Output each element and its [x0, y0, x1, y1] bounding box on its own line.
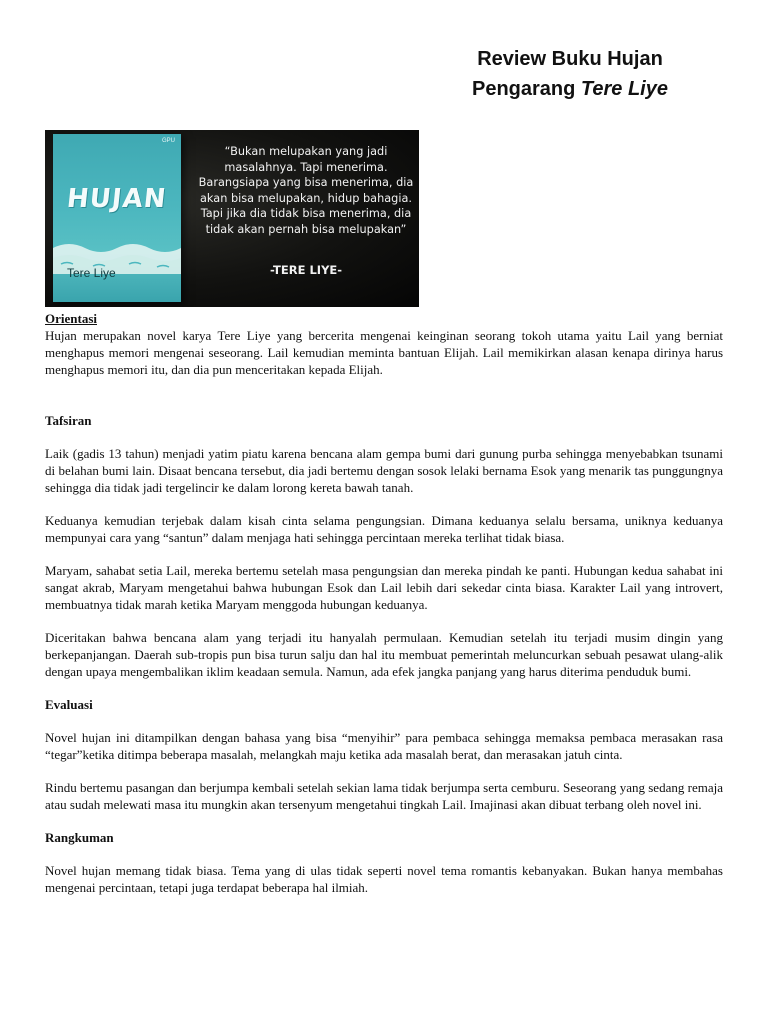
title-line-2	[400, 74, 740, 104]
paragraph-evaluasi-2: Rindu bertemu pasangan dan berjumpa kembali setelah sekian lama tidak berjumpa serta cemburu. Seseorang yang sedang remaja atau sudah melewati masa itu mungkin akan tersenyum mengetahui tingkah Lail. Imajinasi akan dibuat terbang oleh novel ini.	[45, 780, 723, 812]
paragraph-evaluasi-1: Novel hujan ini ditampilkan dengan bahasa yang bisa “menyihir” para pembaca sehingga memaksa pembaca merasakan rasa “tegar”ketika ditimpa beberapa masalah, melangkah maju ketika ada masalah berat, dan merasakan jatuh cinta.	[45, 730, 723, 762]
paragraph-tafsiran-2: Keduanya kemudian terjebak dalam kisah cinta selama pengungsian. Dimana keduanya selalu bersama, uniknya keduanya mempunyai cara yang “santun” dalam menjaga hati sehingga percintaan mereka terlihat tidak biasa.	[45, 513, 723, 545]
book-publisher-logo: GPU	[161, 138, 175, 144]
heading-evaluasi: Evaluasi	[45, 697, 93, 712]
book-cover	[53, 134, 181, 302]
quote-author: -TERE LIYE-	[269, 263, 343, 277]
title-author: Tere Liye	[580, 78, 668, 100]
book-quote-banner	[45, 130, 419, 307]
document-title	[400, 44, 740, 104]
review-body	[45, 310, 723, 896]
heading-orientasi: Orientasi	[45, 311, 97, 326]
book-cover-title: HUJAN	[65, 184, 169, 214]
title-line-1: Review Buku Hujan	[477, 48, 663, 70]
paragraph-tafsiran-1: Laik (gadis 13 tahun) menjadi yatim piatu karena bencana alam gempa bumi dari gunung purba sehingga menyebabkan tsunami di belahan bumi lain. Disaat bencana tersebut, dia jadi bertemu dengan sosok lelaki bernama Esok yang menarik tas punggungnya sehingga dia tidak jadi tergelincir ke dalam lorong kereta bawah tanah.	[45, 446, 723, 495]
heading-rangkuman: Rangkuman	[45, 830, 114, 845]
paragraph-tafsiran-4: Diceritakan bahwa bencana alam yang terjadi itu hanyalah permulaan. Kemudian setelah itu terjadi musim dingin yang berkepanjangan. Daerah sub-tropis pun bisa turun salju dan hal itu membuat pemerintah meluncurkan sebuah pesawat ulang-alik dengan upaya mengembalikan iklim keadaan semula. Namun, ada efek jangka panjang yang harus diterima penduduk bumi.	[45, 630, 723, 679]
title-prefix: Pengarang	[471, 78, 581, 100]
book-cover-author: Tere Liye	[67, 266, 116, 280]
paragraph-orientasi-1: Hujan merupakan novel karya Tere Liye yang bercerita mengenai keinginan seorang tokoh utama yaitu Lail yang berniat menghapus memori mengenai seseorang. Lail kemudian meminta bantuan Elijah. Lail memikirkan alasan kenapa dirinya harus menghapus memori itu, dan dia pun menceritakan kepada Elijah.	[45, 328, 723, 377]
paragraph-rangkuman-1: Novel hujan memang tidak biasa. Tema yang di ulas tidak seperti novel tema romantis kebanyakan. Bukan hanya membahas mengenai percintaan, tetapi juga terdapat beberapa hal ilmiah.	[45, 863, 723, 895]
heading-tafsiran: Tafsiran	[45, 413, 92, 428]
quote-text: “Bukan melupakan yang jadi masalahnya. Tapi menerima. Barangsiapa yang bisa menerima, dia akan bisa melupakan, hidup bahagia. Tapi jika dia tidak bisa menerima, dia tidak akan pernah bisa melupakan”	[198, 145, 414, 236]
paragraph-tafsiran-3: Maryam, sahabat setia Lail, mereka bertemu setelah masa pengungsian dan mereka pindah ke panti. Hubungan kedua sahabat ini sangat akrab, Maryam mengetahui bahwa hubungan Esok dan Lail lebih dari sekedar cinta biasa. Karakter Lail yang introvert, membuatnya tidak marah ketika Maryam menggoda hubungan keduanya.	[45, 563, 723, 612]
